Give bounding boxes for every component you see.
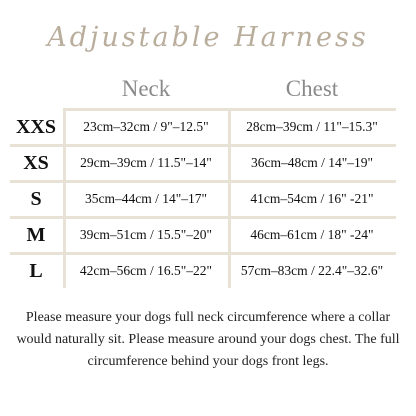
chest-measurement: 41cm–54cm / 16" -21" <box>250 191 374 206</box>
table-row <box>0 218 416 252</box>
size-label: L <box>29 260 43 282</box>
chest-measurement: 57cm–83cm / 22.4"–32.6" <box>240 263 384 278</box>
neck-measurement: 39cm–51cm / 15.5"–20" <box>79 227 213 242</box>
table-row <box>0 254 416 288</box>
neck-measurement: 42cm–56cm / 16.5"–22" <box>79 263 213 278</box>
chest-measurement: 46cm–61cm / 18" -24" <box>250 227 374 242</box>
table-row <box>0 110 416 144</box>
table-row <box>0 182 416 216</box>
chest-column-header: Chest <box>285 76 339 101</box>
size-label: XXS <box>15 116 56 138</box>
chest-measurement: 28cm–39cm / 11"–15.3" <box>246 119 378 134</box>
neck-column-header: Neck <box>121 76 171 101</box>
size-label: M <box>26 224 46 246</box>
page-title: Adjustable Harness <box>47 22 369 53</box>
neck-measurement: 35cm–44cm / 14"–17" <box>84 191 207 206</box>
table-row <box>0 146 416 180</box>
neck-measurement: 29cm–39cm / 11.5"–14" <box>80 155 212 170</box>
measurement-instructions: Please measure your dogs full neck circumference where a collar would naturally sit. Please measure around your dogs chest. The full circumference behind your dogs front legs. <box>16 310 400 369</box>
neck-measurement: 23cm–32cm / 9"–12.5" <box>83 119 209 134</box>
size-label: S <box>30 188 42 210</box>
chest-measurement: 36cm–48cm / 14"–19" <box>250 155 373 170</box>
size-label: XS <box>23 152 49 174</box>
